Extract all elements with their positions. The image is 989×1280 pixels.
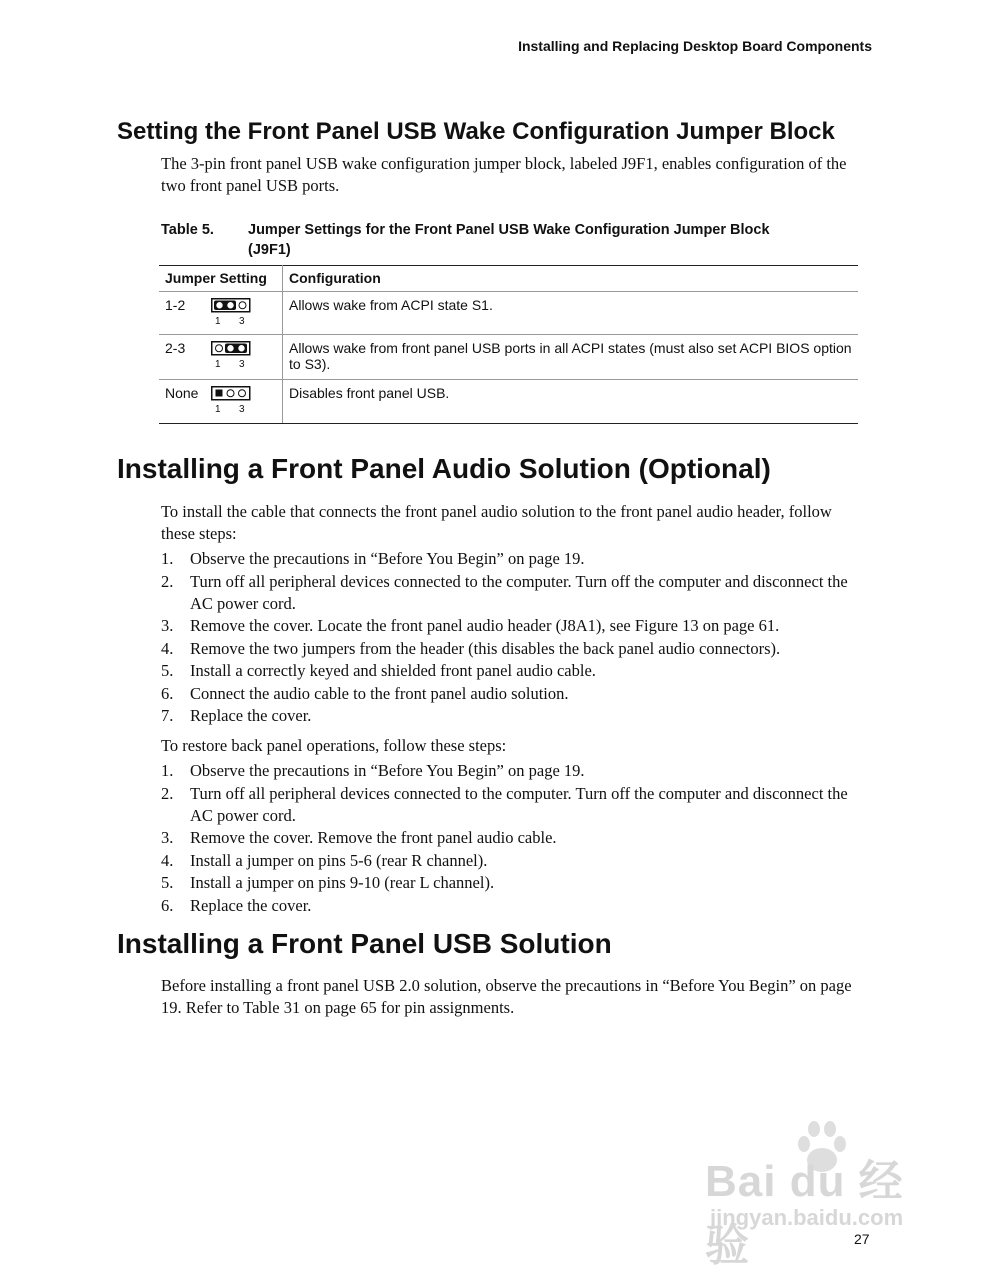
step-text: Install a jumper on pins 5-6 (rear R channel). — [190, 850, 488, 870]
configuration-cell: Disables front panel USB. — [283, 380, 859, 424]
step-text: Replace the cover. — [190, 706, 312, 725]
pin-number: 3 — [239, 404, 245, 415]
step-number: 7. — [161, 706, 174, 725]
configuration-cell: Allows wake from front panel USB ports in all ACPI states (must also set ACPI BIOS option to S3). — [283, 335, 859, 380]
setting-cell — [159, 292, 283, 335]
table-caption — [161, 220, 801, 260]
table-title: Jumper Settings for the Front Panel USB Wake Configuration Jumper Block (J9F1) — [248, 222, 770, 258]
step-text: Observe the precautions in “Before You Begin” on page 19. — [190, 549, 585, 568]
pin-number: 1 — [215, 404, 221, 415]
list-item — [161, 760, 861, 782]
page-number: 27 — [854, 1231, 870, 1247]
step-number: 3. — [161, 616, 174, 635]
baidu-watermark — [700, 1120, 940, 1270]
pin-number: 3 — [239, 316, 245, 327]
watermark-url: jingyan.baidu.com — [710, 1205, 904, 1230]
table-header-row — [159, 266, 858, 292]
step-number: 1. — [161, 761, 174, 780]
usb-solution-intro: Before installing a front panel USB 2.0 solution, observe the precautions in “Before You Begin” on page 19. Refer to Table 31 on page 65 for pin assignments. — [161, 976, 852, 1017]
step-number: 5. — [161, 661, 174, 680]
step-text: Install a correctly keyed and shielded front panel audio cable. — [190, 661, 596, 680]
list-item — [161, 895, 861, 917]
jumper-none-diagram — [211, 386, 251, 415]
restore-intro: To restore back panel operations, follow these steps: — [161, 736, 507, 755]
section-heading-usb-wake: Setting the Front Panel USB Wake Configuration Jumper Block — [117, 118, 835, 145]
pin-number: 1 — [215, 316, 221, 327]
step-number: 4. — [161, 638, 174, 658]
list-item — [161, 705, 861, 727]
step-number: 6. — [161, 683, 174, 703]
list-item — [161, 872, 861, 894]
section-heading-audio: Installing a Front Panel Audio Solution (Optional) — [117, 453, 771, 484]
setting-cell — [159, 335, 283, 380]
jumper-1-2-diagram — [211, 298, 251, 327]
list-item — [161, 683, 861, 705]
step-number: 2. — [161, 571, 174, 591]
jumper-settings-table — [159, 265, 858, 424]
step-number: 5. — [161, 873, 174, 892]
setting-label: None — [165, 385, 199, 401]
section-heading-usb-solution: Installing a Front Panel USB Solution — [117, 928, 612, 959]
list-item — [161, 850, 861, 872]
step-number: 6. — [161, 895, 174, 915]
pin-number: 3 — [239, 359, 245, 370]
jumper-2-3-diagram — [211, 341, 251, 370]
list-item — [161, 638, 861, 660]
step-text: Install a jumper on pins 9-10 (rear L channel). — [190, 873, 495, 892]
list-item — [161, 548, 861, 570]
step-text: Turn off all peripheral devices connected to the computer. Turn off the computer and disconnect the AC power cord. — [190, 783, 848, 825]
step-number: 2. — [161, 783, 174, 803]
step-text: Connect the audio cable to the front panel audio solution. — [190, 683, 569, 703]
col-header-configuration: Configuration — [283, 266, 859, 292]
restore-steps-list — [161, 760, 861, 917]
step-text: Remove the two jumpers from the header (this disables the back panel audio connectors). — [190, 638, 781, 658]
step-text: Remove the cover. Locate the front panel audio header (J8A1), see Figure 13 on page 61. — [190, 616, 780, 635]
list-item — [161, 660, 861, 682]
step-text: Turn off all peripheral devices connected to the computer. Turn off the computer and disconnect the AC power cord. — [190, 571, 848, 613]
setting-label: 1-2 — [165, 297, 186, 313]
usb-wake-intro: The 3-pin front panel USB wake configuration jumper block, labeled J9F1, enables configuration of the two front panel USB ports. — [161, 154, 847, 195]
step-number: 1. — [161, 549, 174, 568]
table-row — [159, 380, 858, 424]
col-header-jumper-setting: Jumper Setting — [159, 266, 283, 292]
list-item — [161, 827, 861, 849]
install-steps-list — [161, 548, 861, 728]
step-text: Remove the cover. Remove the front panel audio cable. — [190, 828, 557, 847]
watermark-brand: Bai du 经验 — [705, 1157, 904, 1270]
setting-cell — [159, 380, 283, 424]
running-header: Installing and Replacing Desktop Board Components — [518, 38, 872, 54]
audio-intro: To install the cable that connects the front panel audio solution to the front panel audio header, follow these steps: — [161, 502, 832, 543]
pin-number: 1 — [215, 359, 221, 370]
setting-label: 2-3 — [165, 340, 186, 356]
table-number: Table 5. — [161, 222, 214, 238]
step-text: Observe the precautions in “Before You Begin” on page 19. — [190, 761, 585, 780]
step-number: 3. — [161, 828, 174, 847]
table-row — [159, 335, 858, 380]
step-text: Replace the cover. — [190, 895, 312, 915]
configuration-cell: Allows wake from ACPI state S1. — [283, 292, 859, 335]
list-item — [161, 615, 861, 637]
table-row — [159, 292, 858, 335]
list-item — [161, 783, 861, 827]
step-number: 4. — [161, 850, 174, 870]
list-item — [161, 571, 861, 615]
